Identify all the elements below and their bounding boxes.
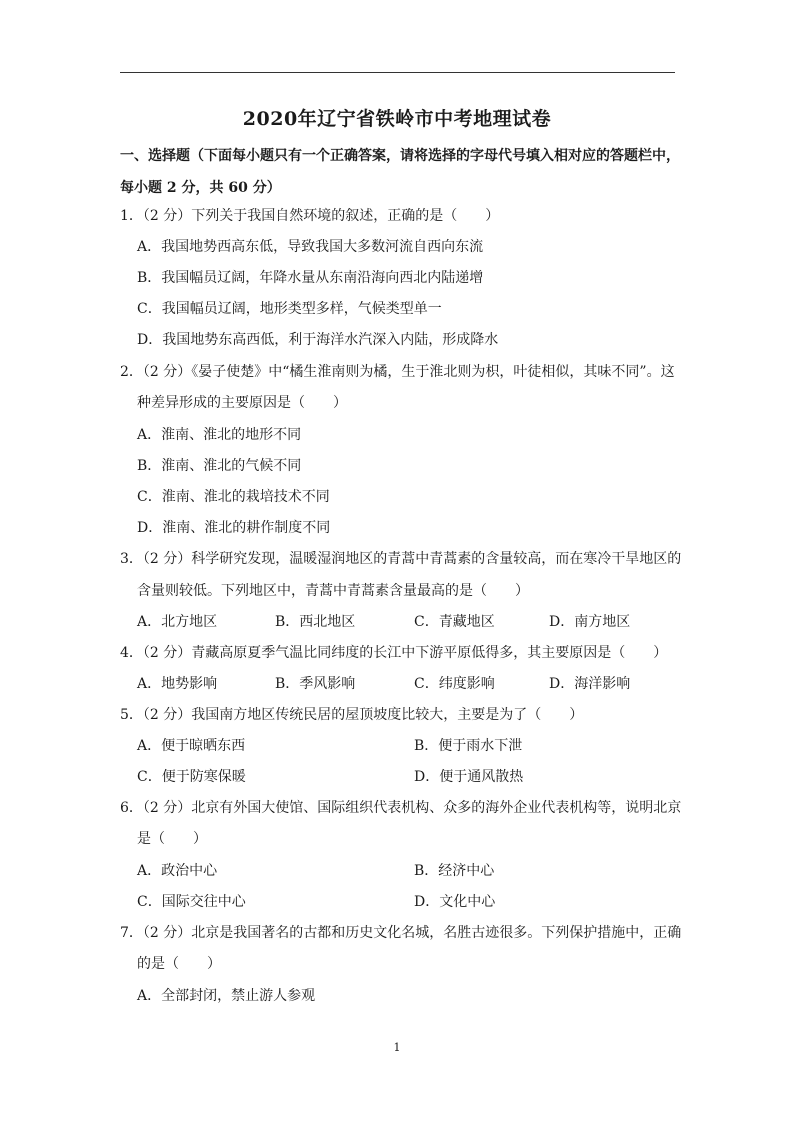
question-4-option-d: D．海洋影响 [549, 676, 631, 692]
question-7-stem-line-2: 的是（ ） [137, 956, 221, 972]
question-4-stem: 4．（2 分）青藏高原夏季气温比同纬度的长江中下游平原低得多，其主要原因是（ ） [120, 645, 668, 661]
page-number: 1 [393, 1041, 401, 1054]
section-heading-line-2: 每小题 2 分，共 60 分） [120, 180, 281, 196]
question-6-option-d: D．文化中心 [414, 894, 496, 910]
question-2-option-c: C．淮南、淮北的栽培技术不同 [137, 489, 330, 505]
question-2-option-a: A．淮南、淮北的地形不同 [137, 427, 302, 443]
question-2-option-b: B．淮南、淮北的气候不同 [137, 458, 302, 474]
question-2-stem-line-1: 2．（2 分）《晏子使楚》中“橘生淮南则为橘，生于淮北则为枳，叶徒相似，其味不同”。这 [120, 364, 675, 380]
question-5-option-b: B．便于雨水下泄 [414, 738, 523, 754]
question-5-option-c: C．便于防寒保暖 [137, 769, 246, 785]
question-4-option-a: A．地势影响 [137, 676, 218, 692]
question-6-option-b: B．经济中心 [414, 863, 495, 879]
question-1-option-d: D．我国地势东高西低，利于海洋水汽深入内陆，形成降水 [137, 332, 499, 348]
question-5-stem: 5．（2 分）我国南方地区传统民居的屋顶坡度比较大，主要是为了（ ） [120, 707, 584, 723]
question-3-stem-line-1: 3．（2 分）科学研究发现，温暖湿润地区的青蒿中青蒿素的含量较高，而在寒冷干旱地区的 [120, 551, 682, 567]
question-1-option-c: C．我国幅员辽阔，地形类型多样，气候类型单一 [137, 301, 442, 317]
question-4-option-b: B．季风影响 [275, 676, 356, 692]
question-6-stem-line-1: 6．（2 分）北京有外国大使馆、国际组织代表机构、众多的海外企业代表机构等，说明北京 [120, 800, 682, 816]
question-6-stem-line-2: 是（ ） [137, 831, 207, 847]
question-5-option-a: A．便于晾晒东西 [137, 738, 246, 754]
question-5-option-d: D．便于通风散热 [414, 769, 524, 785]
question-6-option-c: C．国际交往中心 [137, 894, 246, 910]
question-7-stem-line-1: 7．（2 分）北京是我国著名的古都和历史文化名城，名胜古迹很多。下列保护措施中，正确 [120, 925, 682, 941]
question-3-option-b: B．西北地区 [275, 614, 356, 630]
page-title: 2020年辽宁省铁岭市中考地理试卷 [242, 108, 552, 130]
header-rule [120, 72, 675, 73]
section-heading-line-1: 一、选择题（下面每小题只有一个正确答案，请将选择的字母代号填入相对应的答题栏中， [120, 148, 680, 164]
question-3-stem-line-2: 含量则较低。下列地区中，青蒿中青蒿素含量最高的是（ ） [137, 583, 529, 599]
question-2-stem-line-2: 种差异形成的主要原因是（ ） [137, 395, 347, 411]
question-2-option-d: D．淮南、淮北的耕作制度不同 [137, 520, 331, 536]
question-3-option-c: C．青藏地区 [414, 614, 495, 630]
question-3-option-a: A．北方地区 [137, 614, 218, 630]
question-1-stem: 1．（2 分）下列关于我国自然环境的叙述，正确的是（ ） [120, 208, 500, 224]
question-1-option-a: A．我国地势西高东低，导致我国大多数河流自西向东流 [137, 239, 484, 255]
question-7-option-a: A．全部封闭，禁止游人参观 [137, 988, 316, 1004]
question-3-option-d: D．南方地区 [549, 614, 631, 630]
question-1-option-b: B．我国幅员辽阔，年降水量从东南沿海向西北内陆递增 [137, 270, 484, 286]
question-6-option-a: A．政治中心 [137, 863, 218, 879]
question-4-option-c: C．纬度影响 [414, 676, 495, 692]
